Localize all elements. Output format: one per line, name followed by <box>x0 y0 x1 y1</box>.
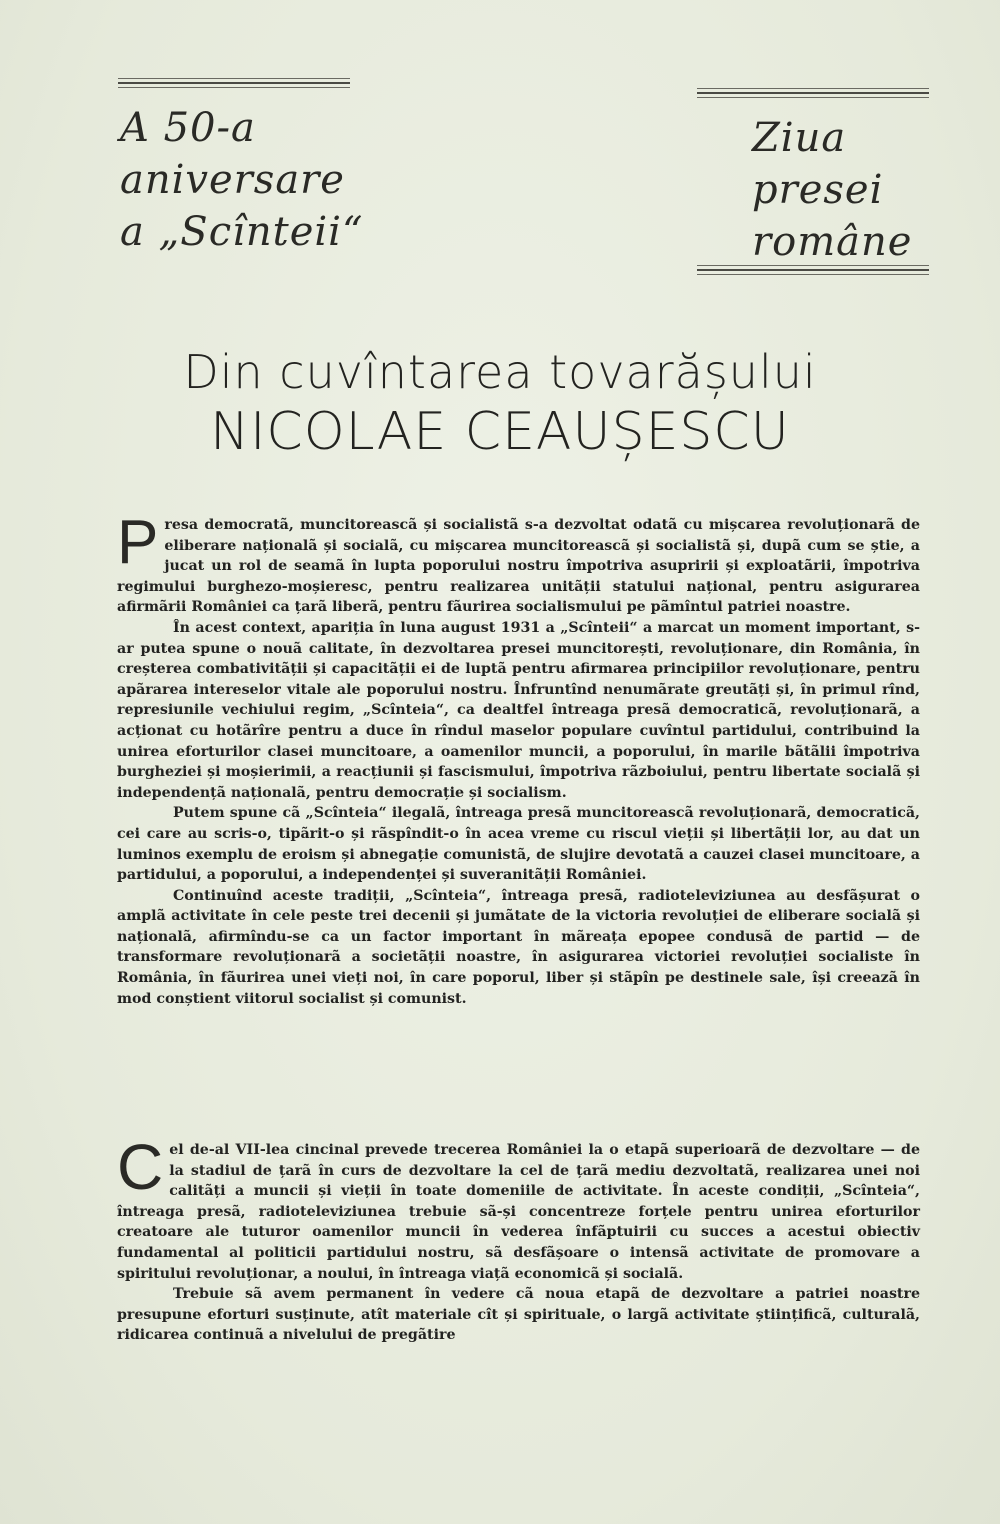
anniversary-title-line-3: a „Scînteii“ <box>120 209 364 255</box>
paragraph: Putem spune cã „Scînteia“ ilegalã, întreaga presã muncitoreascã revoluționarã, democraticã, cei care au scris-o, tipãrit-o și rãspîndit-o în acea vreme cu riscul vieții și libertãții lor, au dat un luminos exemplu de eroism și abnegație comunistã, de slujire devotatã a cauzei clasei muncitoare, a partidului, a poporului, a independenței și suveranitãții României. <box>117 805 920 884</box>
anniversary-title-line-1: A 50-a <box>120 105 256 151</box>
drop-cap: C <box>117 1131 164 1203</box>
paragraph <box>117 1131 920 1284</box>
paragraph: Trebuie sã avem permanent în vedere cã noua etapã de dezvoltare a patriei noastre presupune eforturi susținute, atît materiale cît și spirituale, o largã activitate științificã, culturalã, ridicarea continuã a nivelului de pregãtire <box>117 1286 920 1344</box>
paragraph <box>117 508 920 618</box>
paragraph: În acest context, apariția în luna august 1931 a „Scînteii“ a marcat un moment important, s-ar putea spune o nouã calitate, în dezvoltarea presei muncitorești, revoluționare, din România, în creșterea combativitãții și capacitãții ei de luptã pentru afirmarea principiilor revoluționare, pentru apãrarea intereselor vitale ale poporului nostru. Înfruntînd nenumãrate greutãți și, în primul rînd, represiunile vechiului regim, „Scînteia“, ca dealtfel întreaga presã democraticã, revoluționarã, a acționat cu hotãrîre pentru a duce în rîndul maselor populare cuvîntul partidului, contribuind la unirea eforturilor clasei muncitoare, a oamenilor muncii, a poporului, în marile bãtãlii împotriva burgheziei și moșierimii, a reacțiunii și fascismului, împotriva rãzboiului, pentru libertate socialã și independențã naționalã, pentru democrație și socialism. <box>117 619 920 801</box>
drop-cap: P <box>117 508 159 577</box>
right-bottom-rules <box>697 265 929 278</box>
press-day-title-line-3: române <box>752 219 913 265</box>
paragraph-text: resa democratã, muncitoreascã și socialistã s-a dezvoltat odatã cu mișcarea revoluționarã de eliberare naționalã și socialã, cu mișcarea muncitoreascã și socialistã și, dupã cum se știe, a jucat un rol de seamã în lupta poporului nostru împotriva asupririi și exploatãrii, împotriva regimului burghezo-moșieresc, pentru realizarea unitãții statului național, pentru asigurarea afirmãrii României ca țarã liberã, pentru fãurirea socialismului pe pãmîntul patriei noastre. <box>117 517 920 616</box>
paragraph: Continuînd aceste tradiții, „Scînteia“, întreaga presã, radioteleviziunea au desfãșurat o amplã activitate în cele peste trei decenii și jumãtate de la victoria revoluției de eliberare socialã și naționalã, afirmîndu-se ca un factor important în mãreața epopee condusã de partid — de transformare revoluționarã a societãții noastre, în asigurarea victoriei revoluției socialiste în România, în fãurirea unei vieți noi, în care poporul, liber și stãpîn pe destinele sale, își creeazã în mod conștient viitorul socialist și comunist. <box>117 887 920 1007</box>
press-day-title-line-1: Ziua <box>752 115 847 161</box>
press-day-title <box>752 112 912 268</box>
paragraph-text: el de-al VII-lea cincinal prevede trecerea României la o etapã superioarã de dezvoltare — de la stadiul de țarã în curs de dezvoltare la cel de țarã mediu dezvoltatã, realizarea unei noi calitãți a muncii și vieții în toate domeniile de activitate. În aceste condiții, „Scînteia“, întreaga presã, radioteleviziunea trebuie sã-și concentreze forțele pentru unirea eforturilor creatoare ale tuturor oamenilor muncii în vederea înfãptuirii cu succes a acestui obiectiv fundamental al politicii partidului nostru, sã desfãșoare o intensã activitate de promovare a spiritului revoluționar, a noului, în întreaga viațã economicã și socialã. <box>117 1142 920 1282</box>
article-section-1 <box>117 508 920 1009</box>
anniversary-title-line-2: aniversare <box>120 157 345 203</box>
headline-line-1: Din cuvîntarea tovarășului <box>183 345 817 399</box>
headline-line-2: NICOLAE CEAUȘESCU <box>210 402 790 462</box>
left-top-rules <box>118 78 350 91</box>
press-day-title-line-2: presei <box>752 167 884 213</box>
right-top-rules <box>697 88 929 101</box>
article-section-2 <box>117 1131 920 1346</box>
anniversary-title <box>120 102 363 258</box>
